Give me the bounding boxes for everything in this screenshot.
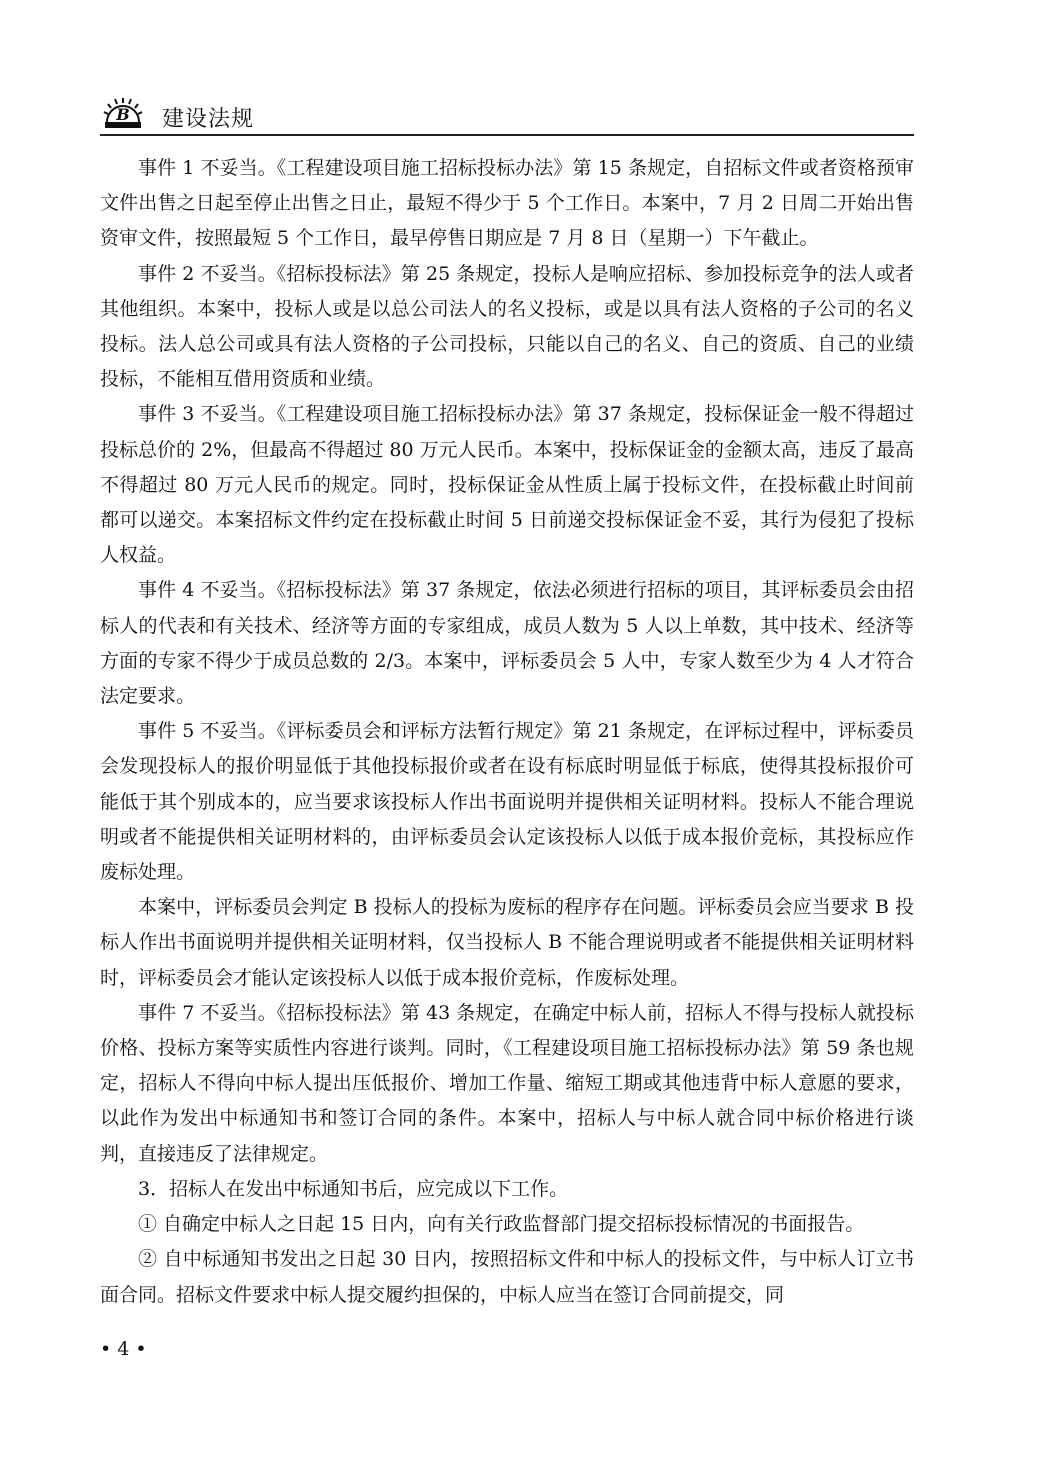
page-number: • 4 • (100, 1338, 147, 1360)
paragraph-event-7: 事件 7 不妥当。《招标投标法》第 43 条规定，在确定中标人前，招标人不得与投标人就投标价格、投标方案等实质性内容进行谈判。同时，《工程建设项目施工招标投标办法》第 59 条也规定，招标人不得向中标人提出压低报价、增加工作量、缩短工期或其他违背中标人意愿的要求，以此作为发出中标通知书和签订合同的条件。本案中，招标人与中标人就合同中标价格进行谈判，直接违反了法律规定。 (100, 1001, 914, 1165)
paragraph-step-1: ① 自确定中标人之日起 15 日内，向有关行政监督部门提交招标投标情况的书面报告。 (138, 1213, 865, 1236)
paragraph-event-4: 事件 4 不妥当。《招标投标法》第 37 条规定，依法必须进行招标的项目，其评标委员会由招标人的代表和有关技术、经济等方面的专家组成，成员人数为 5 人以上单数，其中技术、经济等方面的专家不得少于成员总数的 2/3。本案中，评标委员会 5 人中，专家人数至少为 4 人才符合法定要求。 (100, 579, 914, 708)
header-title: 建设法规 (162, 107, 255, 132)
paragraph-event-3: 事件 3 不妥当。《工程建设项目施工招标投标办法》第 37 条规定，投标保证金一般不得超过投标总价的 2%，但最高不得超过 80 万元人民币。本案中，投标保证金的金额太高，违反了最高不得超过 80 万元人民币的规定。同时，投标保证金从性质上属于投标文件，在投标截止时间前都可以递交。本案招标文件约定在投标截止时间 5 日前递交投标保证金不妥，其行为侵犯了投标人权益。 (100, 403, 914, 567)
publisher-logo-icon (102, 96, 144, 130)
paragraph-step-2: ② 自中标通知书发出之日起 30 日内，按照招标文件和中标人的投标文件，与中标人订立书面合同。招标文件要求中标人提交履约担保的，中标人应当在签订合同前提交，同 (100, 1248, 914, 1306)
body-text (100, 151, 914, 1313)
page-header (100, 96, 914, 136)
paragraph-event-2: 事件 2 不妥当。《招标投标法》第 25 条规定，投标人是响应招标、参加投标竞争的法人或者其他组织。本案中，投标人或是以总公司法人的名义投标，或是以具有法人资格的子公司的名义投标。法人总公司或具有法人资格的子公司投标，只能以自己的名义、自己的资质、自己的业绩投标，不能相互借用资质和业绩。 (100, 262, 914, 391)
paragraph-event-5: 事件 5 不妥当。《评标委员会和评标方法暂行规定》第 21 条规定，在评标过程中，评标委员会发现投标人的报价明显低于其他投标报价或者在设有标底时明显低于标底，使得其投标报价可能低于其个别成本的，应当要求该投标人作出书面说明并提供相关证明材料。投标人不能合理说明或者不能提供相关证明材料的，由评标委员会认定该投标人以低于成本报价竞标，其投标应作废标处理。 (100, 720, 914, 884)
paragraph-item-3: 3．招标人在发出中标通知书后，应完成以下工作。 (138, 1177, 569, 1200)
paragraph-event-1: 事件 1 不妥当。《工程建设项目施工招标投标办法》第 15 条规定，自招标文件或者资格预审文件出售之日起至停止出售之日止，最短不得少于 5 个工作日。本案中，7 月 2 日周二开始出售资审文件，按照最短 5 个工作日，最早停售日期应是 7 月 8 日（星期一）下午截止。 (100, 157, 914, 250)
svg-text:B: B (116, 105, 130, 124)
paragraph-case-analysis: 本案中，评标委员会判定 B 投标人的投标为废标的程序存在问题。评标委员会应当要求 B 投标人作出书面说明并提供相关证明材料，仅当投标人 B 不能合理说明或者不能提供相关证明材料时，评标委员会才能认定该投标人以低于成本报价竞标，作废标处理。 (100, 896, 914, 989)
